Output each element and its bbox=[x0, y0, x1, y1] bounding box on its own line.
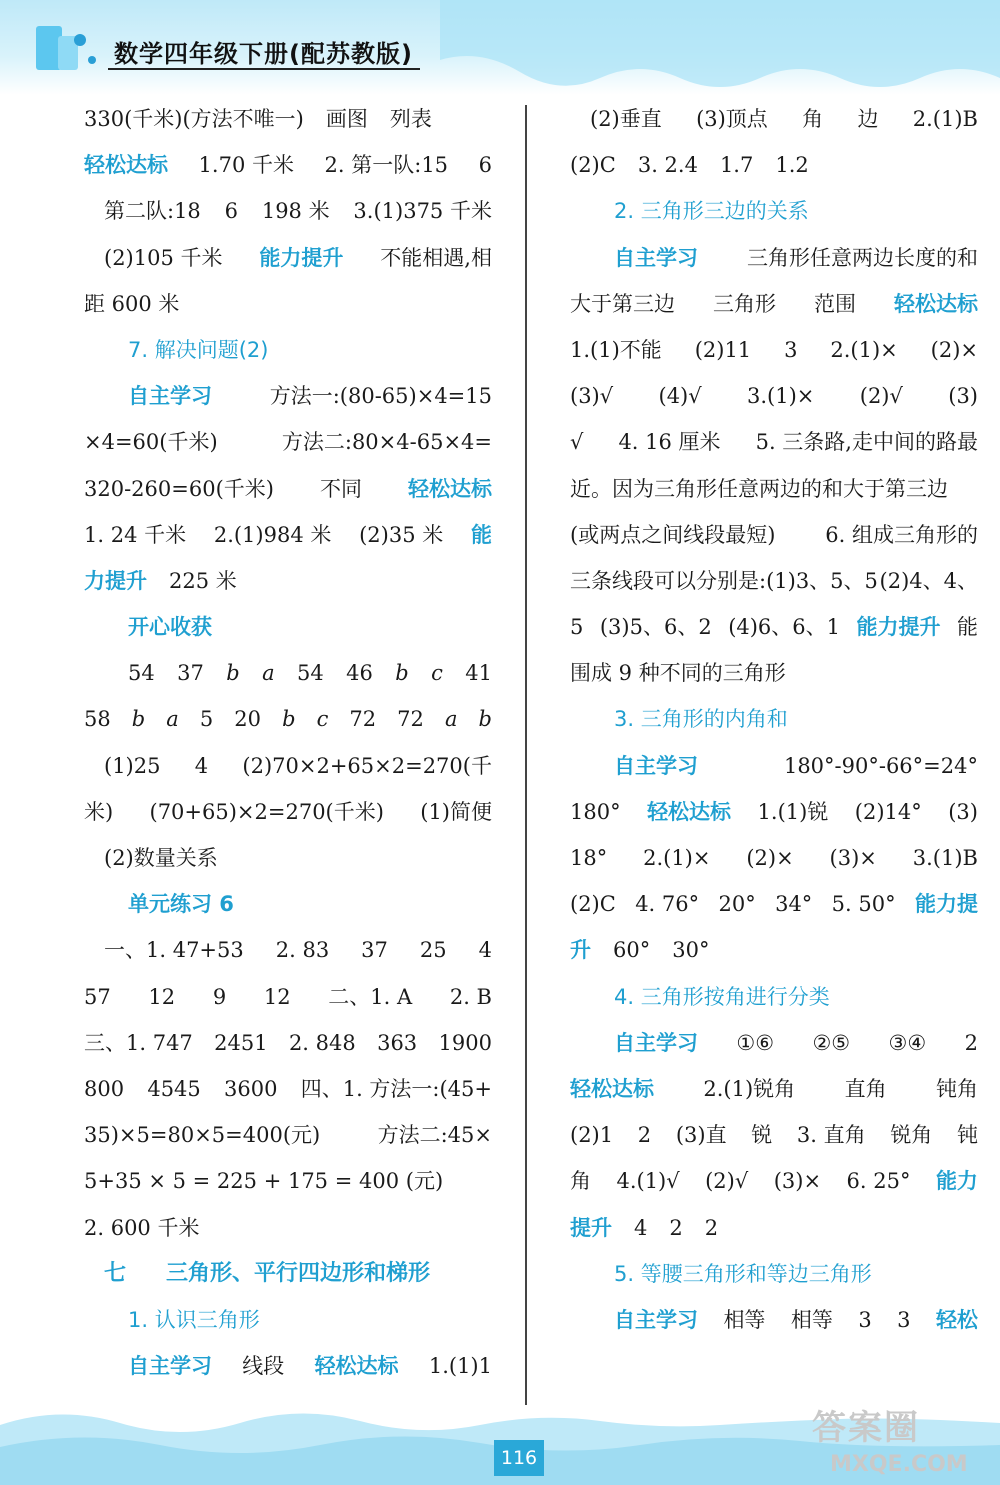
answer-text: 4 bbox=[194, 753, 209, 778]
answer-text: 6. 25° bbox=[846, 1169, 911, 1194]
answer-text: c bbox=[431, 661, 443, 686]
answer-text: 方法二:45× bbox=[377, 1123, 492, 1148]
answer-text: 6 bbox=[224, 199, 238, 224]
answer-text: ×4=60(千米) bbox=[84, 430, 218, 455]
answer-text: a bbox=[262, 661, 275, 686]
answer-line bbox=[570, 1205, 978, 1251]
answer-text: 角 bbox=[570, 1169, 591, 1194]
book-logo-icon bbox=[30, 18, 110, 78]
answer-line bbox=[84, 558, 492, 604]
answer-text: 54 bbox=[297, 661, 324, 686]
section-tag: 能 bbox=[470, 522, 492, 547]
answer-text: 800 bbox=[84, 1076, 125, 1101]
answer-text: (2)14° bbox=[854, 799, 922, 824]
answer-line bbox=[570, 927, 978, 973]
answer-text: b bbox=[395, 661, 409, 686]
answer-line bbox=[84, 881, 492, 927]
answer-text: 3.(1)× bbox=[747, 384, 815, 409]
section-tag: 轻松达标 bbox=[647, 799, 732, 824]
answer-line bbox=[84, 1158, 492, 1204]
answer-text: (1)简便 bbox=[420, 799, 492, 824]
page-number: 116 bbox=[494, 1440, 544, 1476]
answer-text: 角 bbox=[802, 107, 824, 131]
answer-text: (2)1 bbox=[570, 1123, 614, 1148]
answer-text: 2.(1)984 米 bbox=[213, 522, 332, 547]
section-tag: 能力提升 bbox=[259, 245, 344, 270]
section-tag: 自主学习 bbox=[614, 753, 698, 778]
answer-text: 2. 第一队:15 bbox=[324, 153, 449, 178]
answer-text: 2.(1)× bbox=[830, 337, 898, 362]
answer-text: 线段 bbox=[242, 1354, 285, 1379]
answer-text: 2.(1)× bbox=[643, 846, 711, 870]
answer-text: (70+65)×2=270(千米) bbox=[149, 799, 384, 824]
answer-line bbox=[84, 835, 492, 881]
answer-text: 225 米 bbox=[169, 568, 237, 593]
answer-line bbox=[570, 512, 978, 558]
answer-line bbox=[570, 1066, 978, 1112]
answer-text: 37 bbox=[361, 938, 388, 963]
answer-text: (1)25 bbox=[104, 753, 161, 778]
section-heading: 5. 等腰三角形和等边三角形 bbox=[614, 1261, 872, 1286]
answer-text: (2)C bbox=[570, 892, 616, 917]
answer-line bbox=[570, 789, 978, 835]
answer-text: 330(千米)(方法不唯一) bbox=[84, 107, 304, 131]
answer-text: 2 bbox=[637, 1123, 652, 1148]
answer-text: (3) bbox=[948, 799, 978, 824]
watermark-url: MXQE.COM bbox=[830, 1452, 968, 1477]
answer-line bbox=[570, 696, 978, 742]
answer-text: 四、1. 方法一:(45+ bbox=[300, 1076, 492, 1101]
answer-text: (2)70×2+65×2=270(千 bbox=[242, 753, 492, 778]
answer-text: 围成 9 种不同的三角形 bbox=[570, 661, 786, 686]
answer-line bbox=[570, 743, 978, 789]
answer-line bbox=[570, 835, 978, 881]
answer-text: 20 bbox=[234, 707, 262, 732]
answer-text: 距 600 米 bbox=[84, 291, 180, 316]
answer-line bbox=[570, 281, 978, 327]
section-tag: 自主学习 bbox=[128, 384, 212, 409]
answer-text: 34° bbox=[775, 892, 813, 917]
answer-text: 锐角 bbox=[890, 1123, 933, 1148]
answer-text: (2)√ bbox=[859, 384, 903, 409]
answer-text: 三条线段可以分别是:(1)3、5、5 bbox=[570, 568, 878, 593]
answer-text: (2)垂直 bbox=[590, 107, 662, 131]
answer-line bbox=[570, 974, 978, 1020]
answer-text: (2)× bbox=[746, 846, 794, 870]
answer-line bbox=[84, 927, 492, 973]
answer-text: 4. 16 厘米 bbox=[618, 430, 721, 455]
answer-text: 6. 组成三角形的 bbox=[825, 522, 978, 547]
right-answer-column bbox=[570, 96, 978, 1343]
answer-text: 1.(1)锐 bbox=[757, 799, 829, 824]
answer-text: 3.(1)375 千米 bbox=[353, 199, 492, 224]
section-heading: 3. 三角形的内角和 bbox=[614, 707, 788, 732]
answer-line bbox=[570, 188, 978, 234]
watermark-logo: 答案圈 bbox=[812, 1408, 920, 1448]
answer-text: 方法一:(80-65)×4=15 bbox=[269, 384, 492, 409]
answer-text: 46 bbox=[346, 661, 373, 686]
answer-text: 2 bbox=[704, 1215, 719, 1240]
answer-text: (2)√ bbox=[705, 1169, 749, 1194]
answer-text: 198 米 bbox=[261, 199, 330, 224]
answer-line bbox=[84, 604, 492, 650]
answer-text: (或两点之间线段最短) bbox=[570, 522, 776, 547]
section-tag: 能力提升 bbox=[856, 615, 941, 640]
answer-line bbox=[570, 1251, 978, 1297]
answer-text: 列表 bbox=[389, 107, 432, 131]
answer-text: 1.(1)不能 bbox=[570, 337, 662, 362]
answer-text: 3 bbox=[858, 1307, 872, 1332]
answer-text: 5. 50° bbox=[831, 892, 896, 917]
answer-line bbox=[570, 881, 978, 927]
answer-text: 2.(1)B bbox=[912, 107, 978, 131]
answer-text: 钝角 bbox=[935, 1076, 978, 1101]
answer-line bbox=[84, 512, 492, 558]
answer-text: 6 bbox=[478, 153, 492, 178]
answer-text: 二、1. A bbox=[328, 984, 413, 1009]
answer-text: 钝 bbox=[956, 1123, 978, 1148]
section-tag: 轻松达标 bbox=[408, 476, 492, 501]
answer-text: 5 bbox=[570, 615, 584, 640]
answer-text: 三角形 bbox=[713, 291, 776, 316]
answer-text: 57 bbox=[84, 984, 111, 1009]
answer-line bbox=[84, 281, 492, 327]
answer-line bbox=[570, 327, 978, 373]
answer-line bbox=[570, 604, 978, 650]
answer-text: 方法二:80×4-65×4= bbox=[281, 430, 492, 455]
answer-line bbox=[570, 1020, 978, 1066]
section-tag: 自主学习 bbox=[614, 1030, 698, 1055]
section-tag: 提升 bbox=[570, 1215, 612, 1240]
answer-text: 1.7 bbox=[719, 153, 754, 178]
answer-line bbox=[84, 142, 492, 188]
answer-line bbox=[84, 188, 492, 234]
answer-text: 54 bbox=[128, 661, 155, 686]
answer-line bbox=[84, 235, 492, 281]
answer-text: 锐 bbox=[751, 1123, 773, 1148]
answer-text: 2 bbox=[669, 1215, 683, 1240]
answer-text: 20° bbox=[718, 892, 756, 917]
answer-line bbox=[84, 96, 492, 142]
answer-line bbox=[84, 696, 492, 742]
answer-text: ②⑤ bbox=[812, 1030, 851, 1055]
answer-text: 3.(1)B bbox=[912, 846, 978, 870]
column-divider bbox=[525, 105, 527, 1405]
section-tag: 轻松达标 bbox=[314, 1354, 399, 1379]
answer-line bbox=[570, 1297, 978, 1343]
section-heading: 4. 三角形按角进行分类 bbox=[614, 984, 830, 1009]
answer-text: (3)√ bbox=[570, 384, 614, 409]
section-tag: 轻松达标 bbox=[894, 291, 978, 316]
answer-text: (3)直 bbox=[675, 1123, 727, 1148]
answer-text: 180°-90°-66°=24° bbox=[783, 753, 978, 778]
answer-text: 画图 bbox=[325, 107, 368, 131]
page-header-title: 数学四年级下册(配苏教版) bbox=[114, 40, 413, 68]
answer-text: 3600 bbox=[224, 1076, 278, 1101]
answer-text: 2451 bbox=[214, 1030, 268, 1055]
answer-text: a bbox=[166, 707, 179, 732]
answer-line bbox=[84, 1251, 492, 1297]
answer-line bbox=[84, 466, 492, 512]
answer-text: 1. 24 千米 bbox=[84, 522, 187, 547]
answer-text: √ bbox=[570, 430, 584, 455]
answer-text: 边 bbox=[857, 107, 879, 131]
answer-text: (3) bbox=[948, 384, 978, 409]
section-tag: 轻松 bbox=[935, 1307, 978, 1332]
answer-text: 大于第三边 bbox=[570, 291, 675, 316]
answer-text: 5. 三条路,走中间的路最 bbox=[755, 430, 978, 455]
answer-text: (4)√ bbox=[658, 384, 702, 409]
answer-text: (3)5、6、2 bbox=[599, 615, 712, 640]
answer-line bbox=[84, 1297, 492, 1343]
answer-line bbox=[84, 419, 492, 465]
answer-text: 41 bbox=[465, 661, 492, 686]
section-tag: 轻松达标 bbox=[84, 153, 168, 178]
section-tag: 能力 bbox=[935, 1169, 978, 1194]
answer-text: 2. 83 bbox=[275, 938, 330, 963]
answer-text: 范围 bbox=[814, 291, 856, 316]
answer-text: 1900 bbox=[438, 1030, 492, 1055]
answer-text: (2)11 bbox=[694, 337, 752, 362]
answer-line bbox=[84, 650, 492, 696]
answer-line bbox=[84, 327, 492, 373]
answer-text: c bbox=[316, 707, 329, 732]
answer-text: 米) bbox=[84, 799, 114, 824]
answer-text: 1.70 千米 bbox=[198, 153, 294, 178]
answer-line bbox=[570, 1112, 978, 1158]
answer-line bbox=[570, 650, 978, 696]
answer-line bbox=[570, 235, 978, 281]
header-underline bbox=[108, 68, 420, 70]
answer-text: a bbox=[444, 707, 458, 732]
answer-text: 1.2 bbox=[775, 153, 809, 178]
answer-text: 不同 bbox=[319, 476, 362, 501]
section-tag: 开心收获 bbox=[128, 615, 212, 640]
answer-line bbox=[570, 1158, 978, 1204]
answer-text: 5 bbox=[199, 707, 214, 732]
answer-text: 七 bbox=[104, 1260, 127, 1286]
answer-text: (3)顶点 bbox=[696, 107, 768, 131]
answer-text: 相等 bbox=[723, 1307, 766, 1332]
answer-line bbox=[84, 1020, 492, 1066]
answer-text: 3. 直角 bbox=[796, 1123, 866, 1148]
section-tag: 力提升 bbox=[84, 568, 147, 593]
section-tag: 自主学习 bbox=[614, 245, 698, 270]
answer-line bbox=[570, 558, 978, 604]
answer-text: 第二队:18 bbox=[104, 199, 201, 224]
answer-text: 58 bbox=[84, 707, 111, 732]
answer-text: 2. 600 千米 bbox=[84, 1215, 200, 1240]
answer-text: ③④ bbox=[888, 1030, 927, 1055]
answer-text: 2. B bbox=[449, 984, 492, 1009]
answer-text: (2)数量关系 bbox=[104, 846, 218, 870]
answer-line bbox=[84, 1205, 492, 1251]
answer-text: (2)4、4、 bbox=[879, 568, 978, 593]
answer-line bbox=[84, 789, 492, 835]
answer-text: 72 bbox=[397, 707, 424, 732]
left-answer-column bbox=[84, 96, 492, 1389]
section-tag: 自主学习 bbox=[614, 1307, 698, 1332]
answer-text: 近。因为三角形任意两边的和大于第三边 bbox=[570, 476, 948, 501]
answer-text: 18° bbox=[570, 846, 608, 870]
answer-line bbox=[570, 466, 978, 512]
answer-text: (2)C bbox=[570, 153, 616, 178]
answer-text: 三角形、平行四边形和梯形 bbox=[166, 1260, 431, 1286]
answer-line bbox=[84, 1112, 492, 1158]
answer-text: 2 bbox=[964, 1030, 978, 1055]
answer-text: 3 bbox=[784, 337, 798, 362]
answer-line bbox=[570, 142, 978, 188]
answer-text: (3)× bbox=[773, 1169, 822, 1194]
answer-text: (2)105 千米 bbox=[104, 245, 223, 270]
answer-text: 相等 bbox=[790, 1307, 833, 1332]
answer-line bbox=[570, 373, 978, 419]
answer-text: (2)35 米 bbox=[359, 522, 444, 547]
answer-text: 一、1. 47+53 bbox=[104, 938, 244, 963]
answer-text: 能 bbox=[957, 615, 978, 640]
answer-text: 363 bbox=[377, 1030, 418, 1055]
answer-text: 三角形任意两边长度的和 bbox=[747, 245, 978, 270]
answer-text: 4. 76° bbox=[635, 892, 700, 917]
answer-text: 320-260=60(千米) bbox=[84, 476, 274, 501]
section-tag: 轻松达标 bbox=[570, 1076, 654, 1101]
section-heading: 2. 三角形三边的关系 bbox=[614, 199, 809, 224]
answer-text: 2. 848 bbox=[288, 1030, 356, 1055]
answer-line bbox=[84, 974, 492, 1020]
answer-text: ①⑥ bbox=[736, 1030, 775, 1055]
answer-text: 30° bbox=[672, 938, 710, 963]
answer-line bbox=[570, 96, 978, 142]
answer-text: 直角 bbox=[844, 1076, 887, 1101]
answer-text: 4 bbox=[478, 938, 492, 963]
section-heading: 1. 认识三角形 bbox=[128, 1307, 260, 1332]
answer-line bbox=[84, 373, 492, 419]
answer-text: 12 bbox=[148, 984, 176, 1009]
answer-text: 35)×5=80×5=400(元) bbox=[84, 1123, 321, 1148]
answer-line bbox=[84, 1343, 492, 1389]
answer-text: 25 bbox=[419, 938, 447, 963]
answer-text: (4)6、6、1 bbox=[728, 615, 841, 640]
section-tag: 能力提 bbox=[914, 892, 978, 917]
answer-text: (2)× bbox=[930, 337, 978, 362]
answer-line bbox=[84, 743, 492, 789]
answer-text: 不能相遇,相 bbox=[380, 245, 492, 270]
answer-text: 37 bbox=[177, 661, 204, 686]
answer-text: 5+35 × 5 = 225 + 175 = 400 (元) bbox=[84, 1169, 444, 1194]
answer-text: 3 bbox=[897, 1307, 911, 1332]
answer-text: 4 bbox=[634, 1215, 648, 1240]
answer-text: b bbox=[282, 707, 296, 732]
section-heading: 7. 解决问题(2) bbox=[128, 337, 269, 362]
answer-text: 9 bbox=[212, 984, 227, 1009]
answer-text: 72 bbox=[349, 707, 377, 732]
answer-text: 4545 bbox=[147, 1076, 201, 1101]
section-tag: 单元练习 6 bbox=[128, 892, 234, 917]
answer-text: 1.(1)1 bbox=[428, 1354, 492, 1379]
answer-text: 2.(1)锐角 bbox=[703, 1076, 796, 1101]
section-tag: 自主学习 bbox=[128, 1354, 212, 1379]
answer-text: b bbox=[131, 707, 146, 732]
answer-text: (3)× bbox=[829, 846, 877, 870]
answer-text: 4.(1)√ bbox=[616, 1169, 680, 1194]
answer-text: 60° bbox=[613, 938, 651, 963]
answer-text: 三、1. 747 bbox=[84, 1030, 193, 1055]
answer-text: 12 bbox=[263, 984, 291, 1009]
answer-text: 3. 2.4 bbox=[637, 153, 698, 178]
answer-text: b bbox=[478, 707, 492, 732]
answer-line bbox=[84, 1066, 492, 1112]
answer-line bbox=[570, 419, 978, 465]
section-tag: 升 bbox=[570, 938, 591, 963]
answer-text: 180° bbox=[570, 799, 621, 824]
answer-text: b bbox=[226, 661, 240, 686]
